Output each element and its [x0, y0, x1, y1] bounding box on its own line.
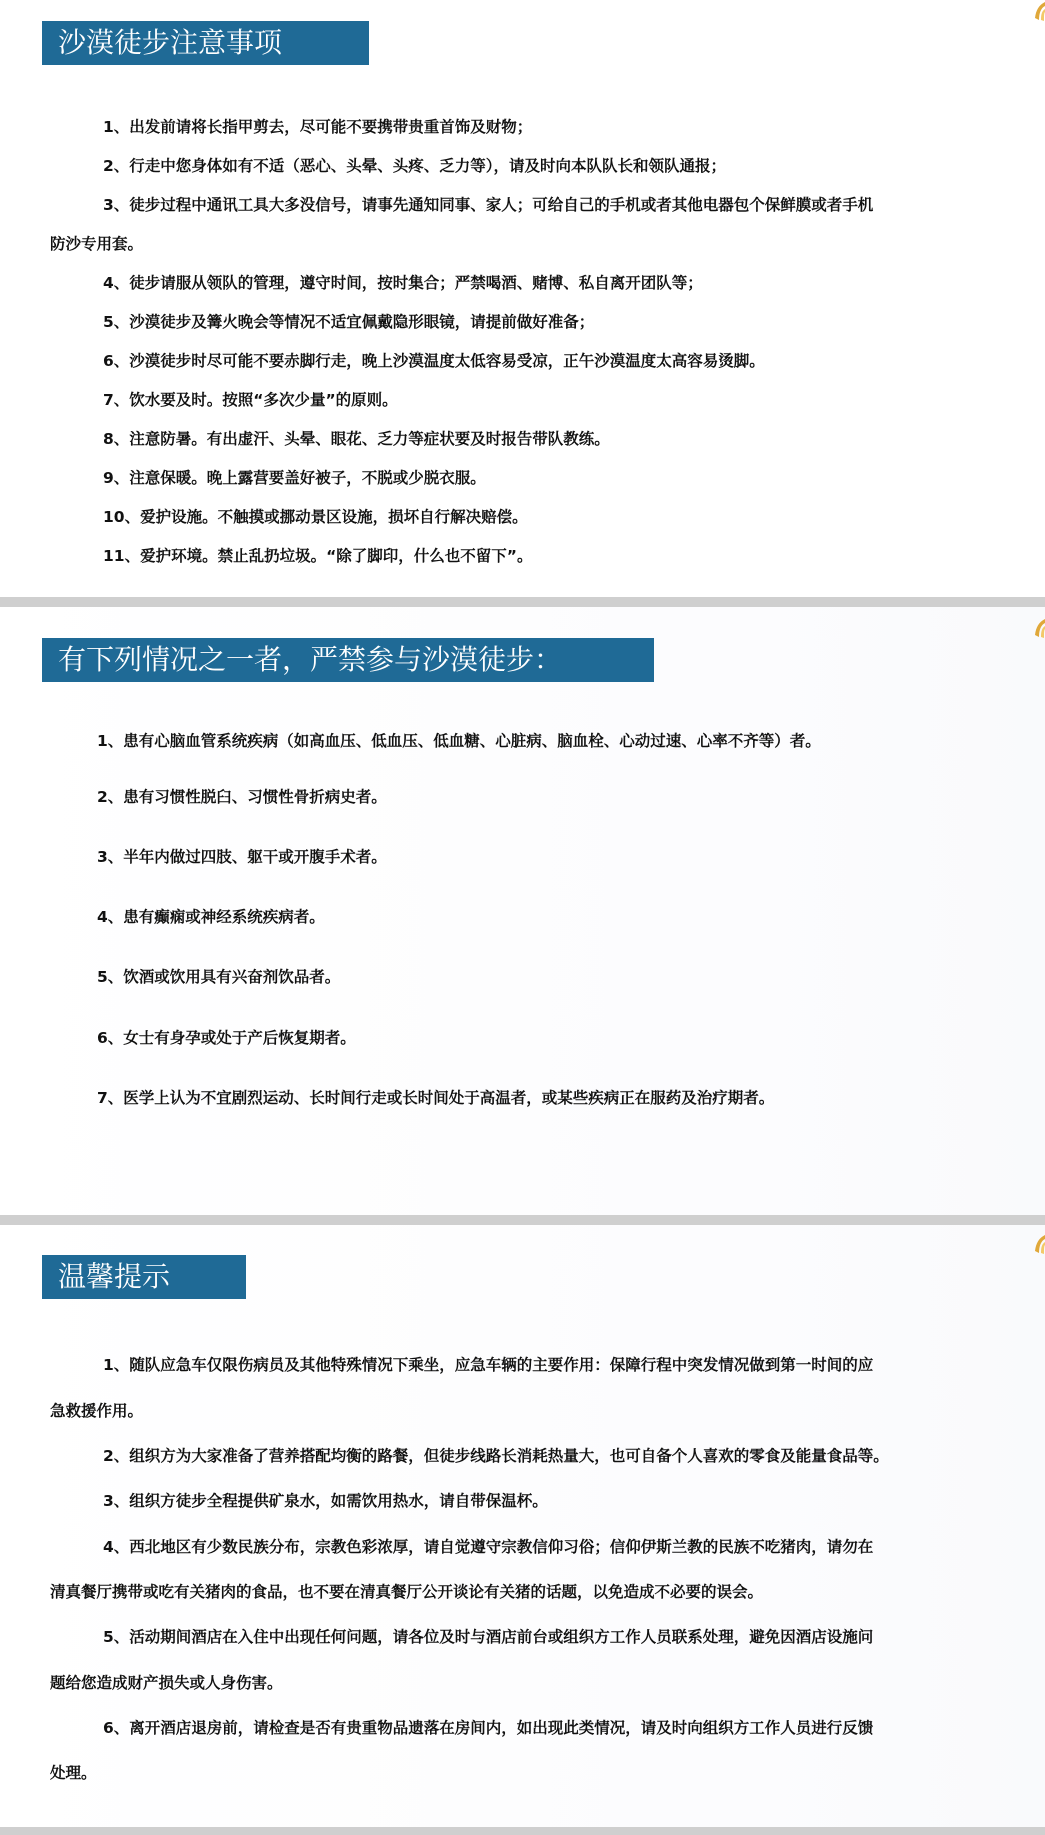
section-title: 沙漠徒步注意事项 [42, 21, 369, 65]
list-item: 题给您造成财产损失或人身伤害。 [50, 1674, 283, 1692]
list-item: 急救援作用。 [50, 1402, 144, 1420]
section-divider [0, 597, 1045, 607]
restrictions-section [0, 607, 1045, 1215]
decorative-mark-icon [1031, 1233, 1045, 1255]
list-item: 8、注意防暑。有出虚汗、头晕、眼花、乏力等症状要及时报告带队教练。 [103, 430, 610, 448]
precautions-section [0, 0, 1045, 597]
list-item: 6、离开酒店退房前，请检查是否有贵重物品遗落在房间内，如出现此类情况，请及时向组织方工作人员进行反馈 [103, 1719, 874, 1737]
list-item: 4、徒步请服从领队的管理，遵守时间，按时集合；严禁喝酒、赌博、私自离开团队等； [103, 274, 703, 292]
list-item: 防沙专用套。 [50, 235, 144, 253]
list-item: 处理。 [50, 1764, 97, 1782]
section-title: 温馨提示 [42, 1255, 246, 1299]
list-item: 6、女士有身孕或处于产后恢复期者。 [97, 1029, 356, 1047]
list-item: 3、半年内做过四肢、躯干或开腹手术者。 [97, 848, 387, 866]
list-item: 5、沙漠徒步及篝火晚会等情况不适宜佩戴隐形眼镜，请提前做好准备； [103, 313, 595, 331]
list-item: 1、随队应急车仅限伤病员及其他特殊情况下乘坐，应急车辆的主要作用：保障行程中突发情况做到第一时间的应 [103, 1356, 874, 1374]
section-divider [0, 1215, 1045, 1225]
list-item: 1、出发前请将长指甲剪去，尽可能不要携带贵重首饰及财物； [103, 118, 533, 136]
list-item: 2、患有习惯性脱臼、习惯性骨折病史者。 [97, 788, 387, 806]
list-item: 10、爱护设施。不触摸或挪动景区设施，损坏自行解决赔偿。 [103, 508, 528, 526]
list-item: 3、徒步过程中通讯工具大多没信号，请事先通知同事、家人；可给自己的手机或者其他电器包个保鲜膜或者手机 [103, 196, 874, 214]
list-item: 7、饮水要及时。按照“多次少量”的原则。 [103, 391, 398, 409]
list-item: 2、组织方为大家准备了营养搭配均衡的路餐，但徒步线路长消耗热量大，也可自备个人喜欢的零食及能量食品等。 [103, 1447, 889, 1465]
list-item: 2、行走中您身体如有不适（恶心、头晕、头疼、乏力等），请及时向本队队长和领队通报； [103, 157, 727, 175]
list-item: 5、活动期间酒店在入住中出现任何问题，请各位及时与酒店前台或组织方工作人员联系处理，避免因酒店设施问 [103, 1628, 874, 1646]
list-item: 4、患有癫痫或神经系统疾病者。 [97, 908, 325, 926]
list-item: 9、注意保暖。晚上露营要盖好被子，不脱或少脱衣服。 [103, 469, 486, 487]
section-divider [0, 1827, 1045, 1835]
list-item: 1、患有心脑血管系统疾病（如高血压、低血压、低血糖、心脏病、脑血栓、心动过速、心率不齐等）者。 [97, 732, 821, 750]
list-item: 6、沙漠徒步时尽可能不要赤脚行走，晚上沙漠温度太低容易受凉，正午沙漠温度太高容易烫脚。 [103, 352, 765, 370]
tips-section [0, 1225, 1045, 1827]
section-title: 有下列情况之一者，严禁参与沙漠徒步： [42, 638, 654, 682]
list-item: 5、饮酒或饮用具有兴奋剂饮品者。 [97, 968, 341, 986]
decorative-mark-icon [1031, 617, 1045, 639]
list-item: 清真餐厅携带或吃有关猪肉的食品，也不要在清真餐厅公开谈论有关猪的话题，以免造成不必要的误会。 [50, 1583, 764, 1601]
decorative-mark-icon [1031, 0, 1045, 22]
list-item: 3、组织方徒步全程提供矿泉水，如需饮用热水，请自带保温杯。 [103, 1492, 548, 1510]
list-item: 7、医学上认为不宜剧烈运动、长时间行走或长时间处于高温者，或某些疾病正在服药及治疗期者。 [97, 1089, 775, 1107]
list-item: 11、爱护环境。禁止乱扔垃圾。“除了脚印，什么也不留下”。 [103, 547, 533, 565]
list-item: 4、西北地区有少数民族分布，宗教色彩浓厚，请自觉遵守宗教信仰习俗；信仰伊斯兰教的民族不吃猪肉，请勿在 [103, 1538, 874, 1556]
